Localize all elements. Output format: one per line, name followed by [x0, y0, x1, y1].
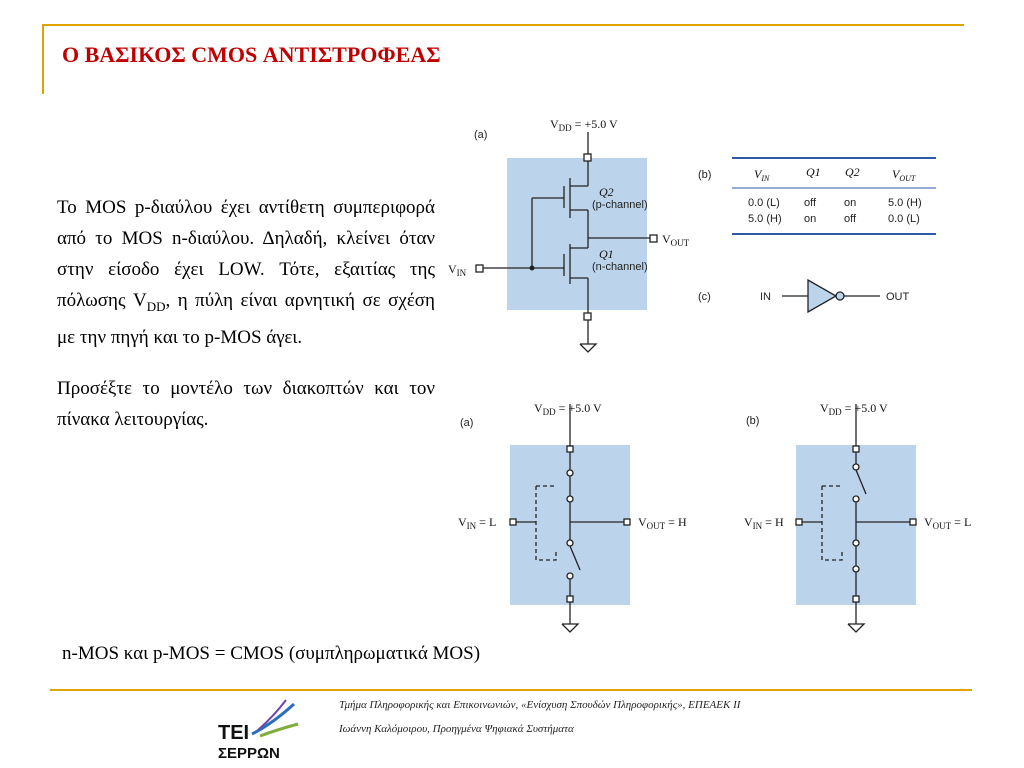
logo-top-text: ΤΕΙ	[218, 722, 250, 744]
inverter-bubble	[836, 292, 844, 300]
switch-a-vin: $V_{IN} = L$	[458, 515, 497, 531]
panel-c-label: (c)	[698, 291, 711, 303]
td-r1-q1: off	[804, 197, 817, 209]
paragraph-1-sub: DD	[146, 298, 166, 314]
gate-in-label: IN	[760, 291, 771, 303]
vout-label: $V_{OUT}$	[662, 232, 690, 248]
switch-b-vout: $V_{OUT} = L$	[924, 515, 972, 531]
title-frame-top	[42, 24, 964, 26]
th-vout: $V_{OUT}$	[892, 167, 916, 183]
panel-a-label: (a)	[474, 129, 488, 141]
input-junction	[530, 266, 535, 271]
caption: n-MOS και p-MOS = CMOS (συμπληρωματικά MOS)	[62, 643, 481, 664]
vin-label: $V_{IN}$	[448, 262, 467, 278]
th-q1: Q1	[806, 165, 821, 179]
switch-a-vout: $V_{OUT} = H$	[638, 515, 687, 531]
inverter-bg	[507, 158, 647, 310]
slide-title: Ο ΒΑΣΙΚΟΣ CMOS ΑΝΤΙΣΤΡΟΦΕΑΣ	[62, 42, 441, 67]
td-r1-q2: on	[844, 197, 857, 209]
paragraph-2: Προσέξτε το μοντέλο των διακοπτών και τον πίνακα λειτουργίας.	[57, 377, 435, 430]
paragraph-1	[57, 192, 435, 353]
q1-type: (n-channel)	[592, 261, 648, 273]
td-r2-vin: 5.0 (H)	[748, 213, 782, 225]
switch-b-vdd: $V_{DD} = +5.0$ V	[820, 401, 888, 417]
switch-a-vdd: $V_{DD} = +5.0$ V	[534, 401, 602, 417]
td-r2-vout: 0.0 (L)	[888, 213, 920, 225]
cmos-diagram	[448, 108, 972, 638]
switch-b-label: (b)	[746, 415, 760, 427]
panel-b-label: (b)	[698, 169, 712, 181]
paragraph-1-pre: Το MOS p-διαύλου έχει αντίθετη συμπεριφορά από το MOS n-διαύλου. Δηλαδή, κλείνει όταν στην είσοδο έχει LOW. Τότε, εξαιτίας της πόλωσης V	[57, 197, 435, 311]
title-frame-left	[42, 24, 44, 94]
footer-rule	[50, 689, 972, 691]
td-r1-vout: 5.0 (H)	[888, 197, 922, 209]
td-r2-q1: on	[804, 213, 817, 225]
q1-name: Q1	[599, 247, 614, 261]
paragraph-1-post: , η πύλη είναι αρνητική σε σχέση με την πηγή και το p-MOS άγει.	[57, 290, 435, 348]
vdd-label-top: $V_{DD} = +5.0$ V	[550, 117, 618, 133]
th-q2: Q2	[845, 165, 860, 179]
q2-type: (p-channel)	[592, 199, 648, 211]
q2-name: Q2	[599, 185, 614, 199]
switch-a-label: (a)	[460, 417, 474, 429]
td-r2-q2: off	[844, 213, 857, 225]
body-text	[57, 192, 435, 455]
footer-line-1: Τμήμα Πληροφορικής και Επικοινωνιών, «Ενίσχυση Σπουδών Πληροφορικής», ΕΠΕΑΕΚ ΙΙ	[339, 699, 741, 711]
tei-serron-logo	[212, 694, 312, 764]
switch-b-vin: $V_{IN} = H$	[744, 515, 784, 531]
td-r1-vin: 0.0 (L)	[748, 197, 780, 209]
gate-out-label: OUT	[886, 291, 910, 303]
inverter-gate	[808, 280, 836, 312]
logo-bottom-text: ΣΕΡΡΩΝ	[218, 745, 280, 762]
th-vin: $V_{IN}$	[754, 167, 770, 183]
footer-line-2: Ιωάννη Καλόμοιρου, Προηγμένα Ψηφιακά Συστήματα	[339, 723, 574, 735]
